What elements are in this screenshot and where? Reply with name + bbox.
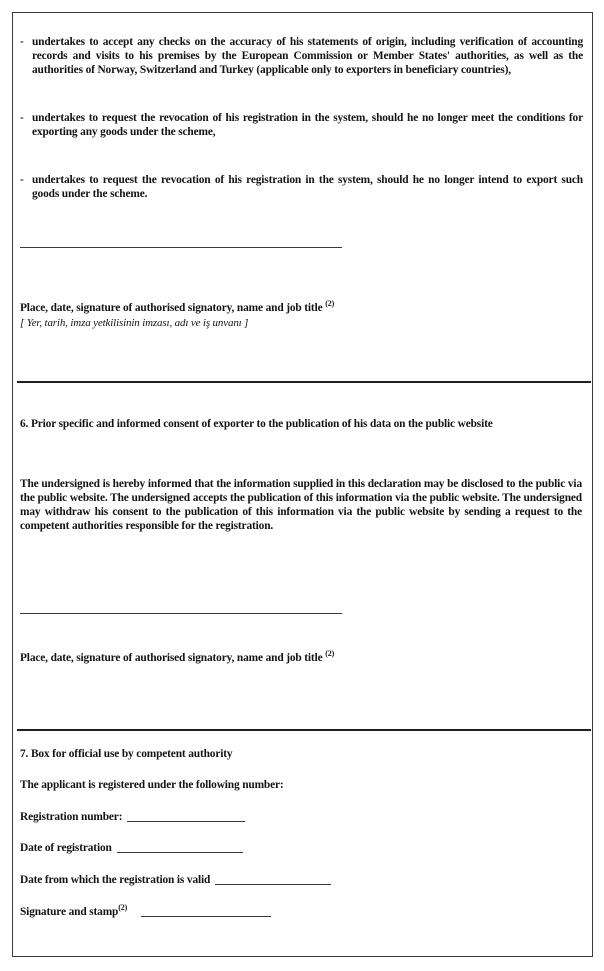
bullet-item-checks: [20, 35, 583, 77]
registration-number-line[interactable]: [127, 821, 245, 822]
footnote-marker: (2): [325, 649, 335, 658]
form-page: [12, 12, 593, 957]
date-of-registration-label: Date of registration: [20, 842, 112, 854]
date-of-registration-field: [20, 841, 243, 855]
signature-stamp-label: Signature and stamp: [20, 906, 119, 918]
section-7-intro: The applicant is registered under the following number:: [20, 779, 284, 791]
bullet-dash: -: [20, 112, 24, 124]
signature-label: Place, date, signature of authorised signatory, name and job title $^{(2)}$: [20, 649, 335, 664]
bullet-item-revocation-intent: [20, 173, 583, 201]
signature-line[interactable]: [20, 613, 342, 614]
signature-stamp-line[interactable]: [141, 916, 271, 917]
valid-from-line[interactable]: [215, 884, 331, 885]
bullet-text: undertakes to request the revocation of his registration in the system, should he no longer intend to export such goods under the scheme.: [32, 174, 583, 200]
bullet-text: undertakes to accept any checks on the accuracy of his statements of origin, including verification of accounting records and visits to his premises by the European Commission or Member States' authorities, as well as the authorities of Norway, Switzerland and Turkey (applicable only to exporters in beneficiary countries),: [32, 36, 583, 76]
signature-stamp-field: [20, 905, 271, 919]
bullet-text: undertakes to request the revocation of his registration in the system, should he no longer meet the conditions for exporting any goods under the scheme,: [32, 112, 583, 138]
bullet-dash: -: [20, 174, 24, 186]
date-of-registration-line[interactable]: [117, 852, 243, 853]
section-6-body: The undersigned is hereby informed that the information supplied in this declaration may be disclosed to the public via the public website. The undersigned accepts the publication of this information via the public website. The undersigned may withdraw his consent to the publication of this information via the public website by sending a request to the competent authorities responsible for the registration.: [20, 478, 582, 532]
bullet-dash: -: [20, 36, 24, 48]
footnote-marker: (2): [118, 903, 128, 912]
valid-from-field: [20, 873, 331, 887]
registration-number-label: Registration number:: [20, 811, 123, 823]
valid-from-label: Date from which the registration is valid: [20, 874, 211, 886]
section-divider: [17, 729, 591, 731]
signature-line[interactable]: [20, 247, 342, 248]
bullet-item-revocation-conditions: [20, 111, 583, 139]
section-6-heading: 6. Prior specific and informed consent of exporter to the publication of his data on the public website: [20, 418, 493, 430]
registration-number-field: [20, 810, 245, 824]
section-7-heading: 7. Box for official use by competent authority: [20, 748, 233, 760]
footnote-marker: (2): [325, 299, 335, 308]
signature-label-translation: [ Yer, tarih, imza yetkilisinin imzası, adı ve iş unvanı ]: [20, 317, 249, 329]
signature-label: Place, date, signature of authorised signatory, name and job title $^{(2)}$: [20, 299, 335, 314]
section-divider: [17, 381, 591, 383]
